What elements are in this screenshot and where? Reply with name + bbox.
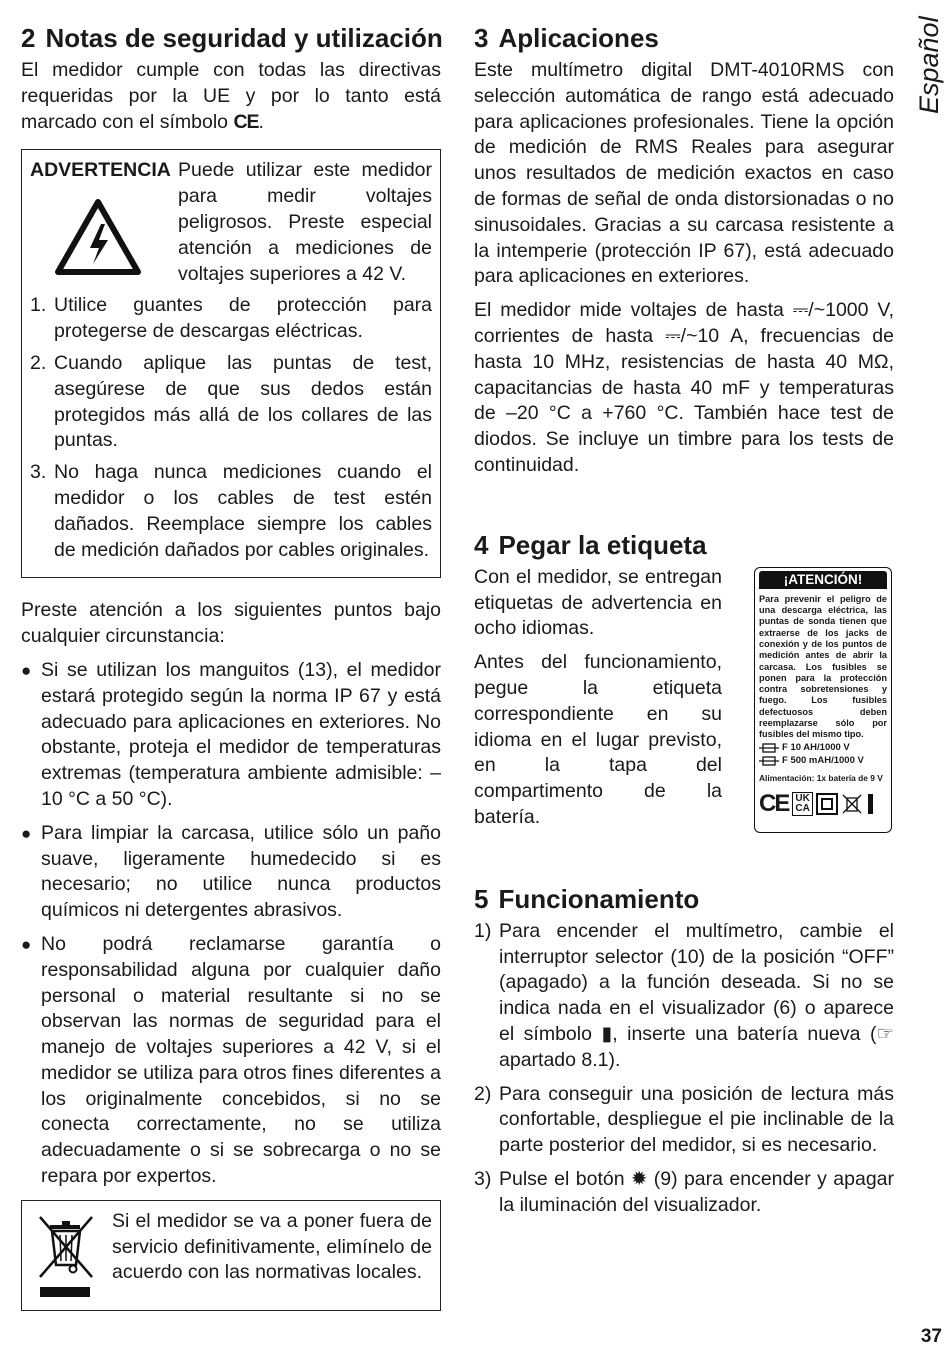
fuse-row — [759, 742, 887, 754]
section-2-title: Notas de seguridad y utilización — [45, 23, 443, 53]
fuse-icon — [759, 743, 779, 753]
intro-text: El medidor cumple con todas las directivas requeridas por la UE y por lo tanto está marcado con el símbolo — [21, 59, 441, 133]
section-4-heading — [474, 529, 894, 561]
list-item — [30, 293, 432, 345]
attention-intro: Preste atención a los siguientes puntos bajo cualquier circunstancia: — [21, 599, 441, 648]
section-5-number: 5 — [474, 883, 489, 914]
ce-icon: CE — [759, 789, 789, 817]
bullet-text: No podrá reclamarse garantía o responsabilidad alguna por cualquier daño personal o material resultante si no se observan las normas de seguridad para el manejo de voltajes superiores a 42 V, si el medidor se utiliza para otros fines diferentes a los originalmente concebidos, si no se conecta correctamente, no se utiliza adecuadamente o si se sobrecarga o no se repara por expertos. — [41, 932, 441, 1188]
step-item — [474, 1167, 894, 1219]
list-number: 3. — [30, 461, 47, 484]
step-text: Pulse el botón ✹ (9) para encender y apagar la iluminación del visualizador. — [499, 1167, 894, 1216]
bullet-text: Si se utilizan los manguitos (13), el medidor estará protegido según la norma IP 67 y está adecuado para aplicaciones en exteriores. No obstante, proteja el medidor de temperaturas extremas (temperatura ambiente admisible: –10 °C a 50 °C). — [41, 658, 441, 810]
section-4-paragraph-2: Antes del funcionamiento, pegue la etiqueta correspondiente en su idioma en el lugar previsto, en la tapa del compartimento de la batería. — [474, 651, 722, 828]
section-4-title: Pegar la etiqueta — [498, 529, 707, 560]
ukca-bottom: CA — [795, 802, 810, 814]
section-3-heading — [474, 22, 894, 54]
section-4 — [474, 529, 894, 833]
section-5-heading — [474, 883, 894, 915]
operation-steps — [474, 919, 894, 1219]
fuse-rating-1: F 10 AH/1000 V — [782, 741, 850, 753]
fuse-icon — [759, 756, 779, 766]
bullet-item — [21, 658, 441, 813]
list-item — [30, 351, 432, 454]
fuse-rating-2: F 500 mAH/1000 V — [782, 754, 864, 766]
section-3-title: Aplicaciones — [498, 23, 659, 53]
weee-bin-icon — [36, 1209, 112, 1304]
list-number: 2. — [30, 351, 47, 374]
warning-box — [21, 149, 441, 578]
warning-list — [30, 293, 432, 563]
sticker-supply: Alimentación: 1x batería de 9 V — [759, 772, 883, 783]
language-label: Español — [914, 16, 944, 114]
step-item — [474, 919, 894, 1074]
disposal-text: Si el medidor se va a poner fuera de servicio definitivamente, elimínelo de acuerdo con las normativas locales. — [112, 1209, 432, 1284]
attention-bullets — [21, 658, 441, 1190]
step-item — [474, 1082, 894, 1159]
weee-small-icon — [841, 793, 863, 815]
section-3-paragraph-2: El medidor mide voltajes de hasta ⎓/~1000 V, corrientes de hasta ⎓/~10 A, frecuencias de hasta 10 MHz, resistencias de hasta 40 MΩ, capacitancias de hasta 40 mF y temperaturas de –20 °C a +760 °C. También hace test de diodos. Se incluye un timbre para los tests de continuidad. — [474, 299, 894, 476]
list-item — [30, 460, 432, 563]
certification-marks — [759, 791, 887, 817]
intro-end: . — [258, 110, 264, 133]
warning-label: ADVERTENCIA — [30, 159, 171, 182]
double-insulation-icon — [816, 793, 838, 815]
list-text: No haga nunca mediciones cuando el medidor o los cables de test estén dañados. Reemplace siempre los cables de medición dañados por cables originales. — [54, 461, 432, 561]
section-5 — [474, 883, 894, 1219]
section-3-number: 3 — [474, 23, 489, 53]
list-text: Cuando aplique las puntas de test, asegúrese de que sus dedos están protegidos más allá de los collares de las puntas. — [54, 351, 432, 452]
step-number: 1) — [474, 919, 492, 942]
section-3-paragraph-1: Este multímetro digital DMT-4010RMS con selección automática de rango está adecuado para aplicaciones profesionales. Tiene la opción de medición de RMS Reales para asegurar unos resultados de medición exactos en caso de formas de señal de onda distorsionadas o no sinusoidales. Gracias a su carcasa resistente a la intemperie (protección IP 67), está adecuado para aplicaciones en exteriores. — [474, 59, 894, 288]
step-text: Para conseguir una posición de lectura más confortable, despliegue el pie inclinable de la parte posterior del medidor, si es necesario. — [499, 1082, 894, 1157]
ukca-icon — [792, 792, 812, 816]
warning-label-sticker — [754, 567, 892, 833]
bullet-item — [21, 821, 441, 924]
left-column — [21, 22, 441, 1311]
right-column — [474, 22, 894, 1227]
bullet-icon: ● — [21, 823, 32, 843]
language-tab — [912, 16, 946, 114]
cat-bar-icon — [867, 793, 875, 815]
section-4-number: 4 — [474, 529, 489, 560]
list-number: 1. — [30, 294, 47, 317]
section-2-number: 2 — [21, 23, 36, 53]
list-text: Utilice guantes de protección para protegerse de descargas eléctricas. — [54, 294, 432, 343]
section-2-intro — [21, 58, 441, 135]
ukca-top: UK — [795, 792, 810, 804]
ce-mark: CE — [233, 110, 259, 133]
page-number: 37 — [920, 1326, 942, 1347]
warning-text: Puede utilizar este medidor para medir voltajes peligrosos. Preste especial atención a mediciones de voltajes superiores a 42 V. — [178, 159, 432, 285]
step-number: 3) — [474, 1167, 492, 1190]
bullet-item — [21, 932, 441, 1190]
bullet-icon: ● — [21, 934, 32, 954]
section-5-title: Funcionamiento — [498, 883, 700, 914]
high-voltage-warning-icon — [54, 198, 178, 281]
bullet-text: Para limpiar la carcasa, utilice sólo un paño suave, ligeramente humedecido si es necesario; no utilice nunca productos químicos ni detergentes abrasivos. — [41, 821, 441, 922]
sticker-body: Para prevenir el peligro de una descarga eléctrica, las puntas de sonda tienen que extraerse de los jacks de conexión y de los puntos de medición antes de abrir la carcasa. Los fusibles se ponen para la protección contra sobretensiones y fuego. Los fusibles defectuosos deben reemplazarse sólo por fusibles del mismo tipo. — [759, 593, 887, 740]
bullet-icon: ● — [21, 660, 32, 680]
section-2-heading — [21, 22, 441, 54]
section-4-paragraph-1: Con el medidor, se entregan etiquetas de advertencia en ocho idiomas. — [474, 565, 722, 640]
step-number: 2) — [474, 1082, 492, 1105]
fuse-row — [759, 755, 887, 767]
disposal-box — [21, 1200, 441, 1311]
step-text: Para encender el multímetro, cambie el interruptor selector (10) de la posición “OFF” (apagado) a la función deseada. Si no se indica nada en el visualizador (6) o aparece el símbolo ▮, inserte una batería nueva (☞ apartado 8.1). — [499, 919, 894, 1071]
sticker-heading: ¡ATENCIÓN! — [759, 571, 887, 589]
